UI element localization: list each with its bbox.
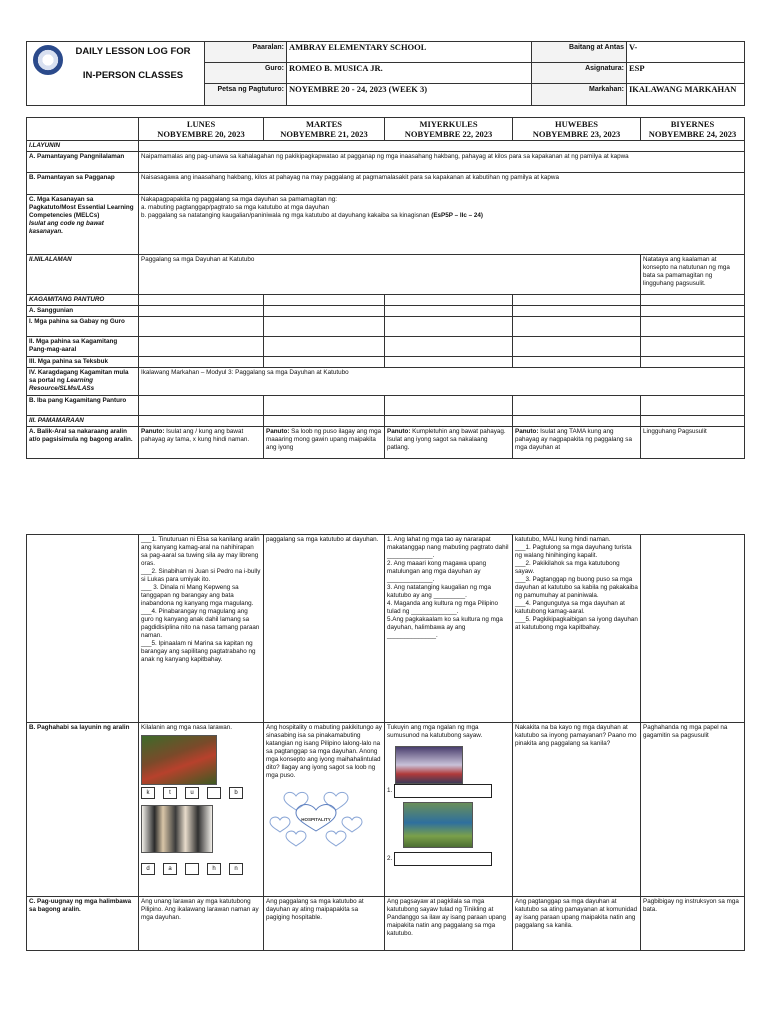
dance-number-1: 1. <box>387 787 393 794</box>
petsa-value: NOYEMBRE 20 - 24, 2023 (WEEK 3) <box>287 84 532 106</box>
balik-friday: Lingguhang Pagsusulit <box>641 427 745 459</box>
paghahabi-wednesday: Tukuyin ang mga ngalan ng mga sumusunod na katutubong sayaw. 1. 2. <box>385 723 513 897</box>
guro-value: ROMEO B. MUSICA JR. <box>287 63 532 84</box>
kagamitan-heading: KAGAMITANG PANTURO <box>27 295 139 306</box>
markahan-value: IKALAWANG MARKAHAN <box>627 84 745 106</box>
paghahabi-thursday: Nakakita na ba kayo ng mga dayuhan at katutubo sa inyong pamayanan? Paano mo pinakita ang paggalang sa kanila? <box>513 723 641 897</box>
iba-label: B. Iba pang Kagamitang Panturo <box>27 396 139 416</box>
pagganap-text: Naisasagawa ang inaasahang hakbang, kilos at pahayag na may paggalang at pagmamalasakit para sa kapakanan at kabutihan ng pamilya at kapwa <box>139 173 745 195</box>
day-thursday: HUWEBES NOBYEMBRE 23, 2023 <box>513 118 641 141</box>
pagganap-label: B. Pamantayan sa Pagganap <box>27 173 139 195</box>
paghahabi-friday: Paghahanda ng mga papel na gagamitin sa pagsusulit <box>641 723 745 897</box>
indigenous-people-photo <box>141 735 217 785</box>
pag-uugnay-friday: Pagbibigay ng instruksyon sa mga bata. <box>641 897 745 951</box>
deped-seal-icon <box>33 45 63 75</box>
nilalaman-text: Paggalang sa mga Dayuhan at Katutubo <box>139 255 641 295</box>
nilalaman-label: II.NILALAMAN <box>27 255 139 295</box>
balik-thursday-items: katutubo, MALI kung hindi naman. ___1. Pagtulong sa mga dayuhang turista ng walang hinihinging kapalit. ___2. Pakikilahok sa mga katutubong sayaw. ___3. Pagtanggap ng buong puso sa mga dayuhan at katutubo sa kabila ng pakakaiba ng pamumuhay at paniniwala. ___4. Pangungutya sa mga dayuhan at katutubong kamag-aaral. ___5. Pagkikipagkaibigan sa iyong dayuhan at katutubong mga kapitbahay. <box>513 535 641 723</box>
pamamaraan-heading: III. PAMAMARAAN <box>27 416 139 427</box>
pag-uugnay-label: C. Pag-uugnay ng mga halimbawa sa bagong aralin. <box>27 897 139 951</box>
baitang-value: V- <box>627 42 745 63</box>
title-cell <box>27 42 205 106</box>
hospitality-label: HOSPITALITY <box>301 817 331 822</box>
paaralan-value: AMBRAY ELEMENTARY SCHOOL <box>287 42 532 63</box>
paaralan-label: Paaralan: <box>205 42 287 63</box>
balik-wednesday-items: 1. Ang lahat ng mga tao ay nararapat makatanggap nang mabuting pagtrato dahil _____________. 2. Ang maaari kong magawa upang matulungan ang mga dayuhan ay _____________. 3. Ang natatanging kaugalian ng mga katutubo ay ang _________. 4. Maganda ang kultura ng mga Pilipino tulad ng _____________. 5.Ang pagkakaalam ko sa kultura ng mga dayuhan, halimbawa ay ang ______________. <box>385 535 513 723</box>
dance-answer-1[interactable] <box>394 784 492 798</box>
balik-thursday: Panuto: Isulat ang TAMA kung ang pahayag ay nagpapakita ng paggalang sa mga dayuhan at <box>513 427 641 459</box>
dll-subtitle: IN-PERSON CLASSES <box>82 70 184 81</box>
karagdagang-text: Ikalawang Markahan – Modyul 3: Paggalang sa mga Dayuhan at Katutubo <box>139 368 745 396</box>
balik-tuesday-cont: paggalang sa mga katutubo at dayuhan. <box>264 535 385 723</box>
day-monday: LUNES NOBYEMBRE 20, 2023 <box>139 118 264 141</box>
pag-uugnay-wednesday: Ang pagsayaw at pagkilala sa mga katutubong sayaw tulad ng Tinikling at Pandanggo sa ilaw ay isang paraan upang maipakita natin ang paggalang sa mga katutubo. <box>385 897 513 951</box>
foreigners-photo <box>141 805 213 853</box>
balik-tuesday: Panuto: Sa loob ng puso ilagay ang mga maaaring mong gawin upang maipakita ang iyong <box>264 427 385 459</box>
paghahabi-monday: Kilalanin ang mga nasa larawan. k t u b d a h n <box>139 723 264 897</box>
nilalaman-friday: Natataya ang kaalaman at konsepto na natutunan ng mga bata sa pamamagitan ng lingguhang pagsusulit. <box>641 255 745 295</box>
lesson-table-page2 <box>26 534 744 951</box>
dll-title: DAILY LESSON LOG FOR <box>75 46 191 57</box>
guro-label: Guro: <box>205 63 287 84</box>
asignatura-value: ESP <box>627 63 745 84</box>
baitang-label: Baitang at Antas <box>532 42 627 63</box>
dance-photo-2 <box>403 802 473 848</box>
melc-text: Nakapagpapakita ng paggalang sa mga dayuhan sa pamamagitan ng: a. mabuting pagtanggap/pagtrato sa mga katutubo at mga dayuhan b. paggalang sa natatanging kaugalian/paniniwala ng mga katutubo at dayuhang kakaiba sa kinagisnan (EsP5P – IIc – 24) <box>139 195 745 255</box>
day-tuesday: MARTES NOBYEMBRE 21, 2023 <box>264 118 385 141</box>
header-block <box>26 41 744 105</box>
gabay-label: I. Mga pahina sa Gabay ng Guro <box>27 317 139 337</box>
letter-boxes-1: k t u b <box>141 787 261 799</box>
dance-number-2: 2. <box>387 855 393 862</box>
lesson-table-page1 <box>26 117 744 459</box>
pag-uugnay-monday: Ang unang larawan ay mga katutubong Pilipino. Ang ikalawang larawan naman ay mga dayuhan. <box>139 897 264 951</box>
balik-monday-items: ___1. Tinuturuan ni Elsa sa kanilang aralin ang kanyang kamag-aral na nahihirapan sa pag-aaral sa tuwing sila ay may libreng oras. ___2. Sinabihan ni Juan si Pedro na i-bully si Lukas para umiyak ito. ___ 3. Dinala ni Mang Kepweng sa tanggapan ng barangay ang bata inabandona ng kanyang mga magulang. ___4. Pinabarangay ng magulang ang guro ng kanyang anak dahil lamang sa pagdidisiplina nito na nasa tamang paraan naman. ___5. Ipinaalam ni Marina sa kapitan ng barangay ang sapilitang pagtatrabaho ng anak ng kanyang kapitbahay. <box>139 535 264 723</box>
day-friday: BIYERNES NOBYEMBRE 24, 2023 <box>641 118 745 141</box>
paghahabi-label: B. Paghahabi sa layunin ng aralin <box>27 723 139 897</box>
cont-label-cell <box>27 535 139 723</box>
markahan-label: Markahan: <box>532 84 627 106</box>
pamantayang-label: A. Pamantayang Pangnilalaman <box>27 152 139 173</box>
melc-label: C. Mga Kasanayan sa Pagkatuto/Most Essential Learning Competencies (MELCs) Isulat ang code ng bawat kasanayan. <box>27 195 139 255</box>
day-wednesday: MIYERKULES NOBYEMBRE 22, 2023 <box>385 118 513 141</box>
pag-uugnay-tuesday: Ang paggalang sa mga katutubo at dayuhan ay ating maipapakita sa pagiging hospitable. <box>264 897 385 951</box>
corner-cell <box>27 118 139 141</box>
hospitality-hearts-diagram <box>266 784 366 850</box>
dance-answer-2[interactable] <box>394 852 492 866</box>
balik-monday: Panuto: Isulat ang / kung ang bawat pahayag ay tama, x kung hindi naman. <box>139 427 264 459</box>
kagamitang-label: II. Mga pahina sa Kagamitang Pang-mag-aaral <box>27 337 139 357</box>
petsa-label: Petsa ng Pagtuturo: <box>205 84 287 106</box>
pamantayang-text: Naipamamalas ang pag-unawa sa kahalagahan ng pakikipagkapwatao at pagganap ng mga inaasahang hakbang, pahayag at kilos para sa kapakanan at ng pamilya at kapwa <box>139 152 745 173</box>
teksbuk-label: III. Mga pahina sa Teksbuk <box>27 357 139 368</box>
asignatura-label: Asignatura: <box>532 63 627 84</box>
balik-wednesday: Panuto: Kumpletuhin ang bawat pahayag. Isulat ang iyong sagot sa nakalaang patlang. <box>385 427 513 459</box>
letter-boxes-2: d a h n <box>141 863 261 875</box>
karagdagang-label: IV. Karagdagang Kagamitan mula sa portal ng Learning Resource/SLMs/LASs <box>27 368 139 396</box>
balik-aral-label: A. Balik-Aral sa nakaraang aralin at/o pagsisimula ng bagong aralin. <box>27 427 139 459</box>
pag-uugnay-thursday: Ang pagtanggap sa mga dayuhan at katutubo sa ating pamayanan at komunidad ay isang paraan upang maipakita natin ang paggalang sa kanila. <box>513 897 641 951</box>
dance-photo-1 <box>395 746 463 784</box>
sanggunian-label: A. Sanggunian <box>27 306 139 317</box>
layunin-heading: I.LAYUNIN <box>27 141 139 152</box>
paghahabi-tuesday: Ang hospitality o mabuting pakikitungo ay sinasabing isa sa pinakamabuting katangian ng isang Pilipino lalong-lalo na sa pagtanggap sa mga dayuhan. Anong mga konsepto ang iyong maihahalintulad dito? Ilagay ang iyong sagot sa loob ng mga puso. HOSPITALITY <box>264 723 385 897</box>
